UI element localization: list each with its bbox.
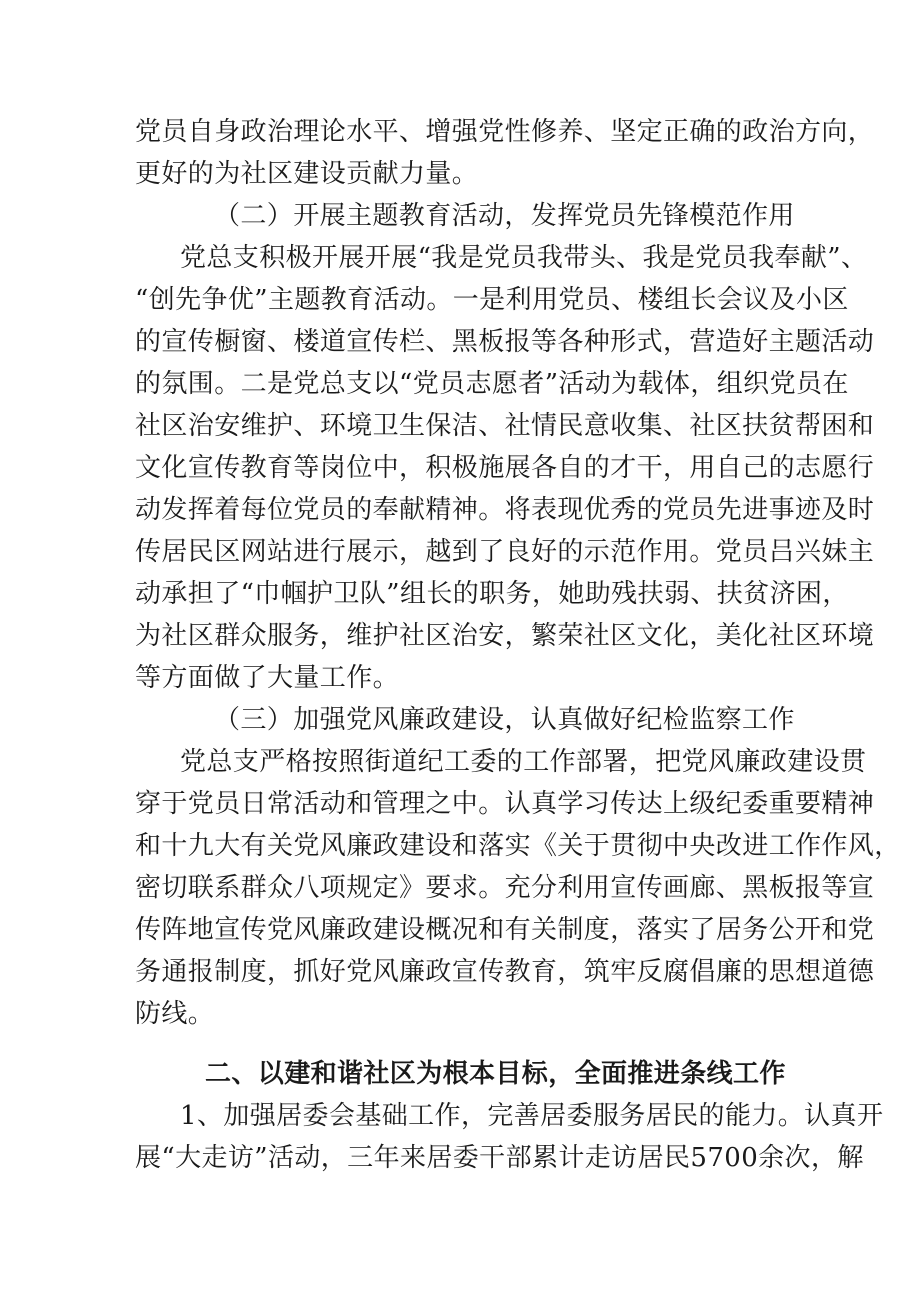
body-text-line: 的氛围。二是党总支以“党员志愿者”活动为载体，组织党员在 xyxy=(135,369,849,399)
body-text-line: 更好的为社区建设贡献力量。 xyxy=(135,159,479,189)
paragraph-first-line: 1、加强居委会基础工作，完善居委服务居民的能力。认真开 xyxy=(180,1101,884,1131)
body-text-line: 务通报制度，抓好党风廉政宣传教育，筑牢反腐倡廉的思想道德 xyxy=(135,957,875,987)
paragraph-first-line: 党总支严格按照街道纪工委的工作部署，把党风廉政建设贯 xyxy=(180,747,867,777)
body-text-line: 为社区群众服务，维护社区治安，繁荣社区文化，美化社区环境 xyxy=(135,621,875,651)
body-text-line: 社区治安维护、环境卫生保洁、社情民意收集、社区扶贫帮困和 xyxy=(135,411,875,441)
body-text-line: 防线。 xyxy=(135,999,215,1029)
body-text-line: 展“大走访”活动，三年来居委干部累计走访居民5700余次，解 xyxy=(135,1143,864,1173)
body-text-line: 传阵地宣传党风廉政建设概况和有关制度，落实了居务公开和党 xyxy=(135,915,875,945)
body-text-line: 密切联系群众八项规定》要求。充分利用宣传画廊、黑板报等宣 xyxy=(135,873,875,903)
body-text-line: 党员自身政治理论水平、增强党性修养、坚定正确的政治方向， xyxy=(135,117,875,147)
body-text-line: 等方面做了大量工作。 xyxy=(135,663,400,693)
section-subheading: （二）开展主题教育活动，发挥党员先锋模范作用 xyxy=(214,201,795,231)
section-heading: 二、以建和谐社区为根本目标，全面推进条线工作 xyxy=(205,1059,786,1089)
paragraph-first-line: 党总支积极开展开展“我是党员我带头、我是党员我奉献”、 xyxy=(180,243,868,273)
body-text-line: 文化宣传教育等岗位中，积极施展各自的才干，用自己的志愿行 xyxy=(135,453,875,483)
body-text-line: “创先争优”主题教育活动。一是利用党员、楼组长会议及小区 xyxy=(135,285,849,315)
body-text-line: 动承担了“巾帼护卫队”组长的职务，她助残扶弱、扶贫济困， xyxy=(135,579,849,609)
body-text-line: 穿于党员日常活动和管理之中。认真学习传达上级纪委重要精神 xyxy=(135,789,875,819)
body-text-line: 传居民区网站进行展示，越到了良好的示范作用。党员吕兴妹主 xyxy=(135,537,875,567)
body-text-line: 动发挥着每位党员的奉献精神。将表现优秀的党员先进事迹及时 xyxy=(135,495,875,525)
section-subheading: （三）加强党风廉政建设，认真做好纪检监察工作 xyxy=(214,705,795,735)
body-text-line: 和十九大有关党风廉政建设和落实《关于贯彻中央改进工作作风， xyxy=(135,831,901,861)
body-text-line: 的宣传橱窗、楼道宣传栏、黑板报等各种形式，营造好主题活动 xyxy=(135,327,875,357)
